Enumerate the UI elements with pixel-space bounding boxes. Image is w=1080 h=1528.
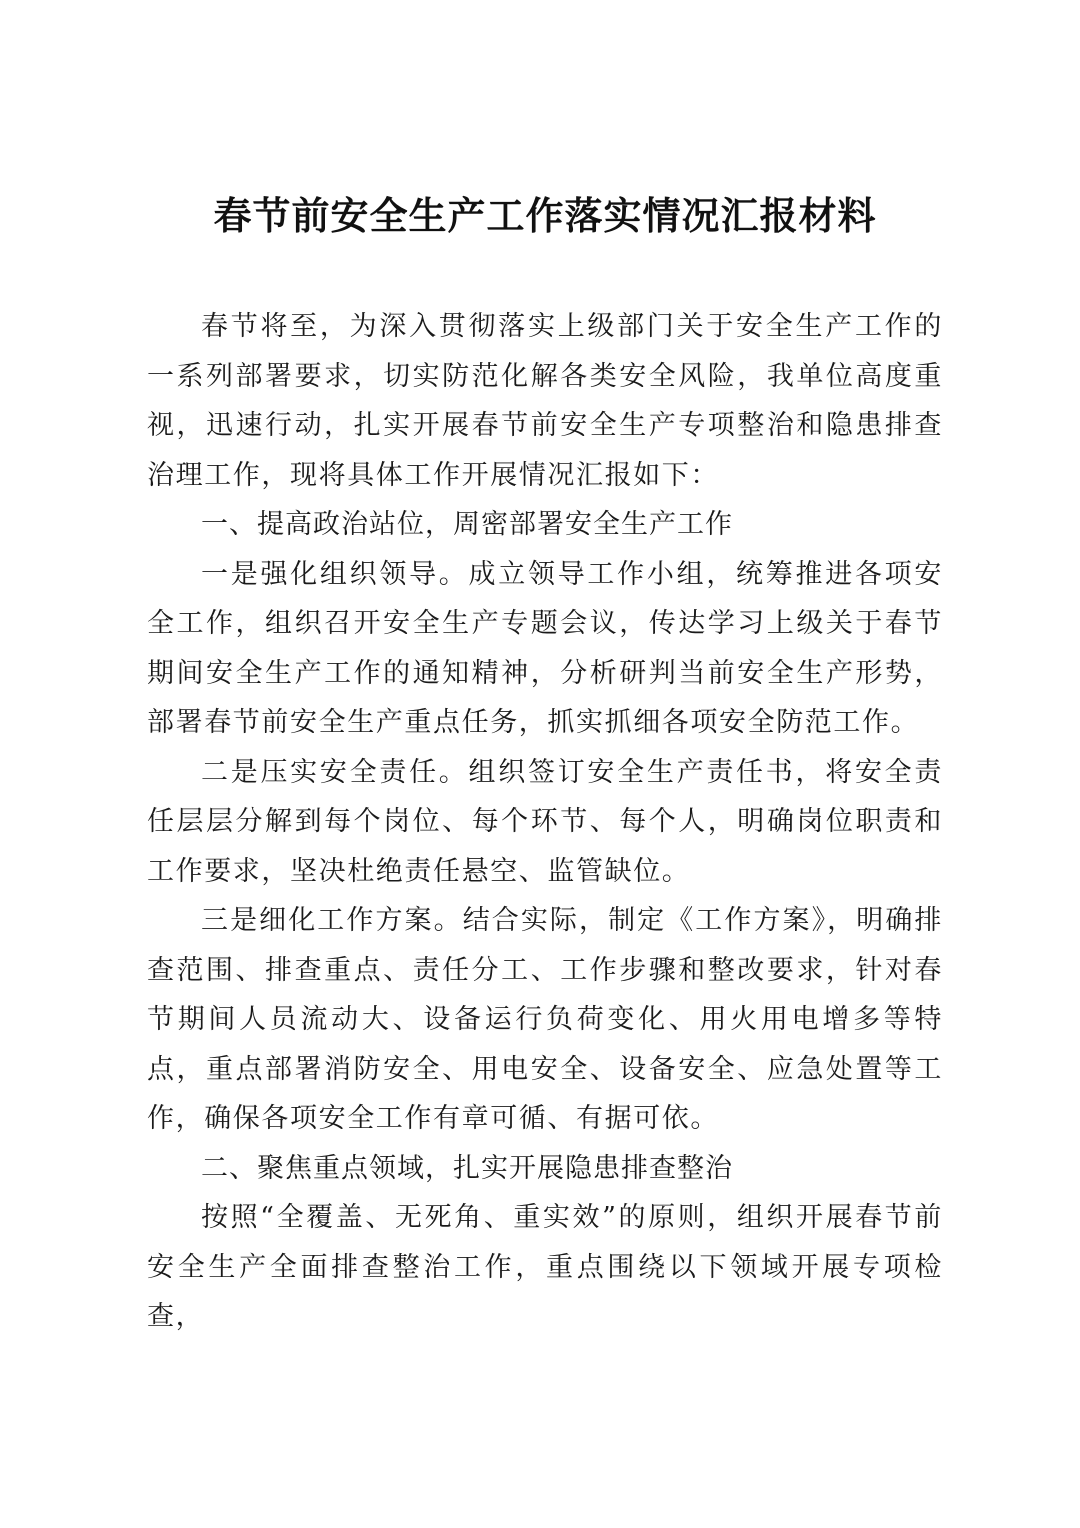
- item-text: 组织签订安全生产责任书，将安全责任层层分解到每个岗位、每个环节、每个人，明确岗位职责和工作要求，坚决杜绝责任悬空、监管缺位。: [147, 756, 943, 887]
- section-heading-2: 二、聚焦重点领域，扎实开展隐患排查整治: [201, 1152, 733, 1184]
- section1-item-1: [147, 550, 943, 748]
- section1-item-3: [147, 896, 943, 1144]
- section1-item-2: [147, 748, 943, 897]
- item-lead: 二是压实安全责任。: [201, 756, 469, 788]
- item-lead: 一是强化组织领导。: [201, 558, 469, 590]
- item-text: 结合实际，制定《工作方案》，明确排查范围、排查重点、责任分工、工作步骤和整改要求，针对春节期间人员流动大、设备运行负荷变化、用火用电增多等特点，重点部署消防安全、用电安全、设备安全、应急处置等工作，确保各项安全工作有章可循、有据可依。: [147, 905, 943, 1134]
- section-heading-1: 一、提高政治站位，周密部署安全生产工作: [201, 509, 733, 540]
- item-lead: 三是细化工作方案。: [201, 905, 463, 936]
- document-title: 春节前安全生产工作落实情况汇报材料: [213, 193, 877, 238]
- section2-paragraph: 按照“全覆盖、无死角、重实效”的原则，组织开展春节前安全生产全面排查整治工作，重点围绕以下领域开展专项检查，: [147, 1202, 943, 1332]
- item-text: 成立领导工作小组，统筹推进各项安全工作，组织召开安全生产专题会议，传达学习上级关于春节期间安全生产工作的通知精神，分析研判当前安全生产形势，部署春节前安全生产重点任务，抓实抓细各项安全防范工作。: [147, 558, 943, 738]
- document-body: [147, 302, 943, 1342]
- intro-paragraph: 春节将至，为深入贯彻落实上级部门关于安全生产工作的一系列部署要求，切实防范化解各类安全风险，我单位高度重视，迅速行动，扎实开展春节前安全生产专项整治和隐患排查治理工作，现将具体工作开展情况汇报如下：: [147, 311, 943, 491]
